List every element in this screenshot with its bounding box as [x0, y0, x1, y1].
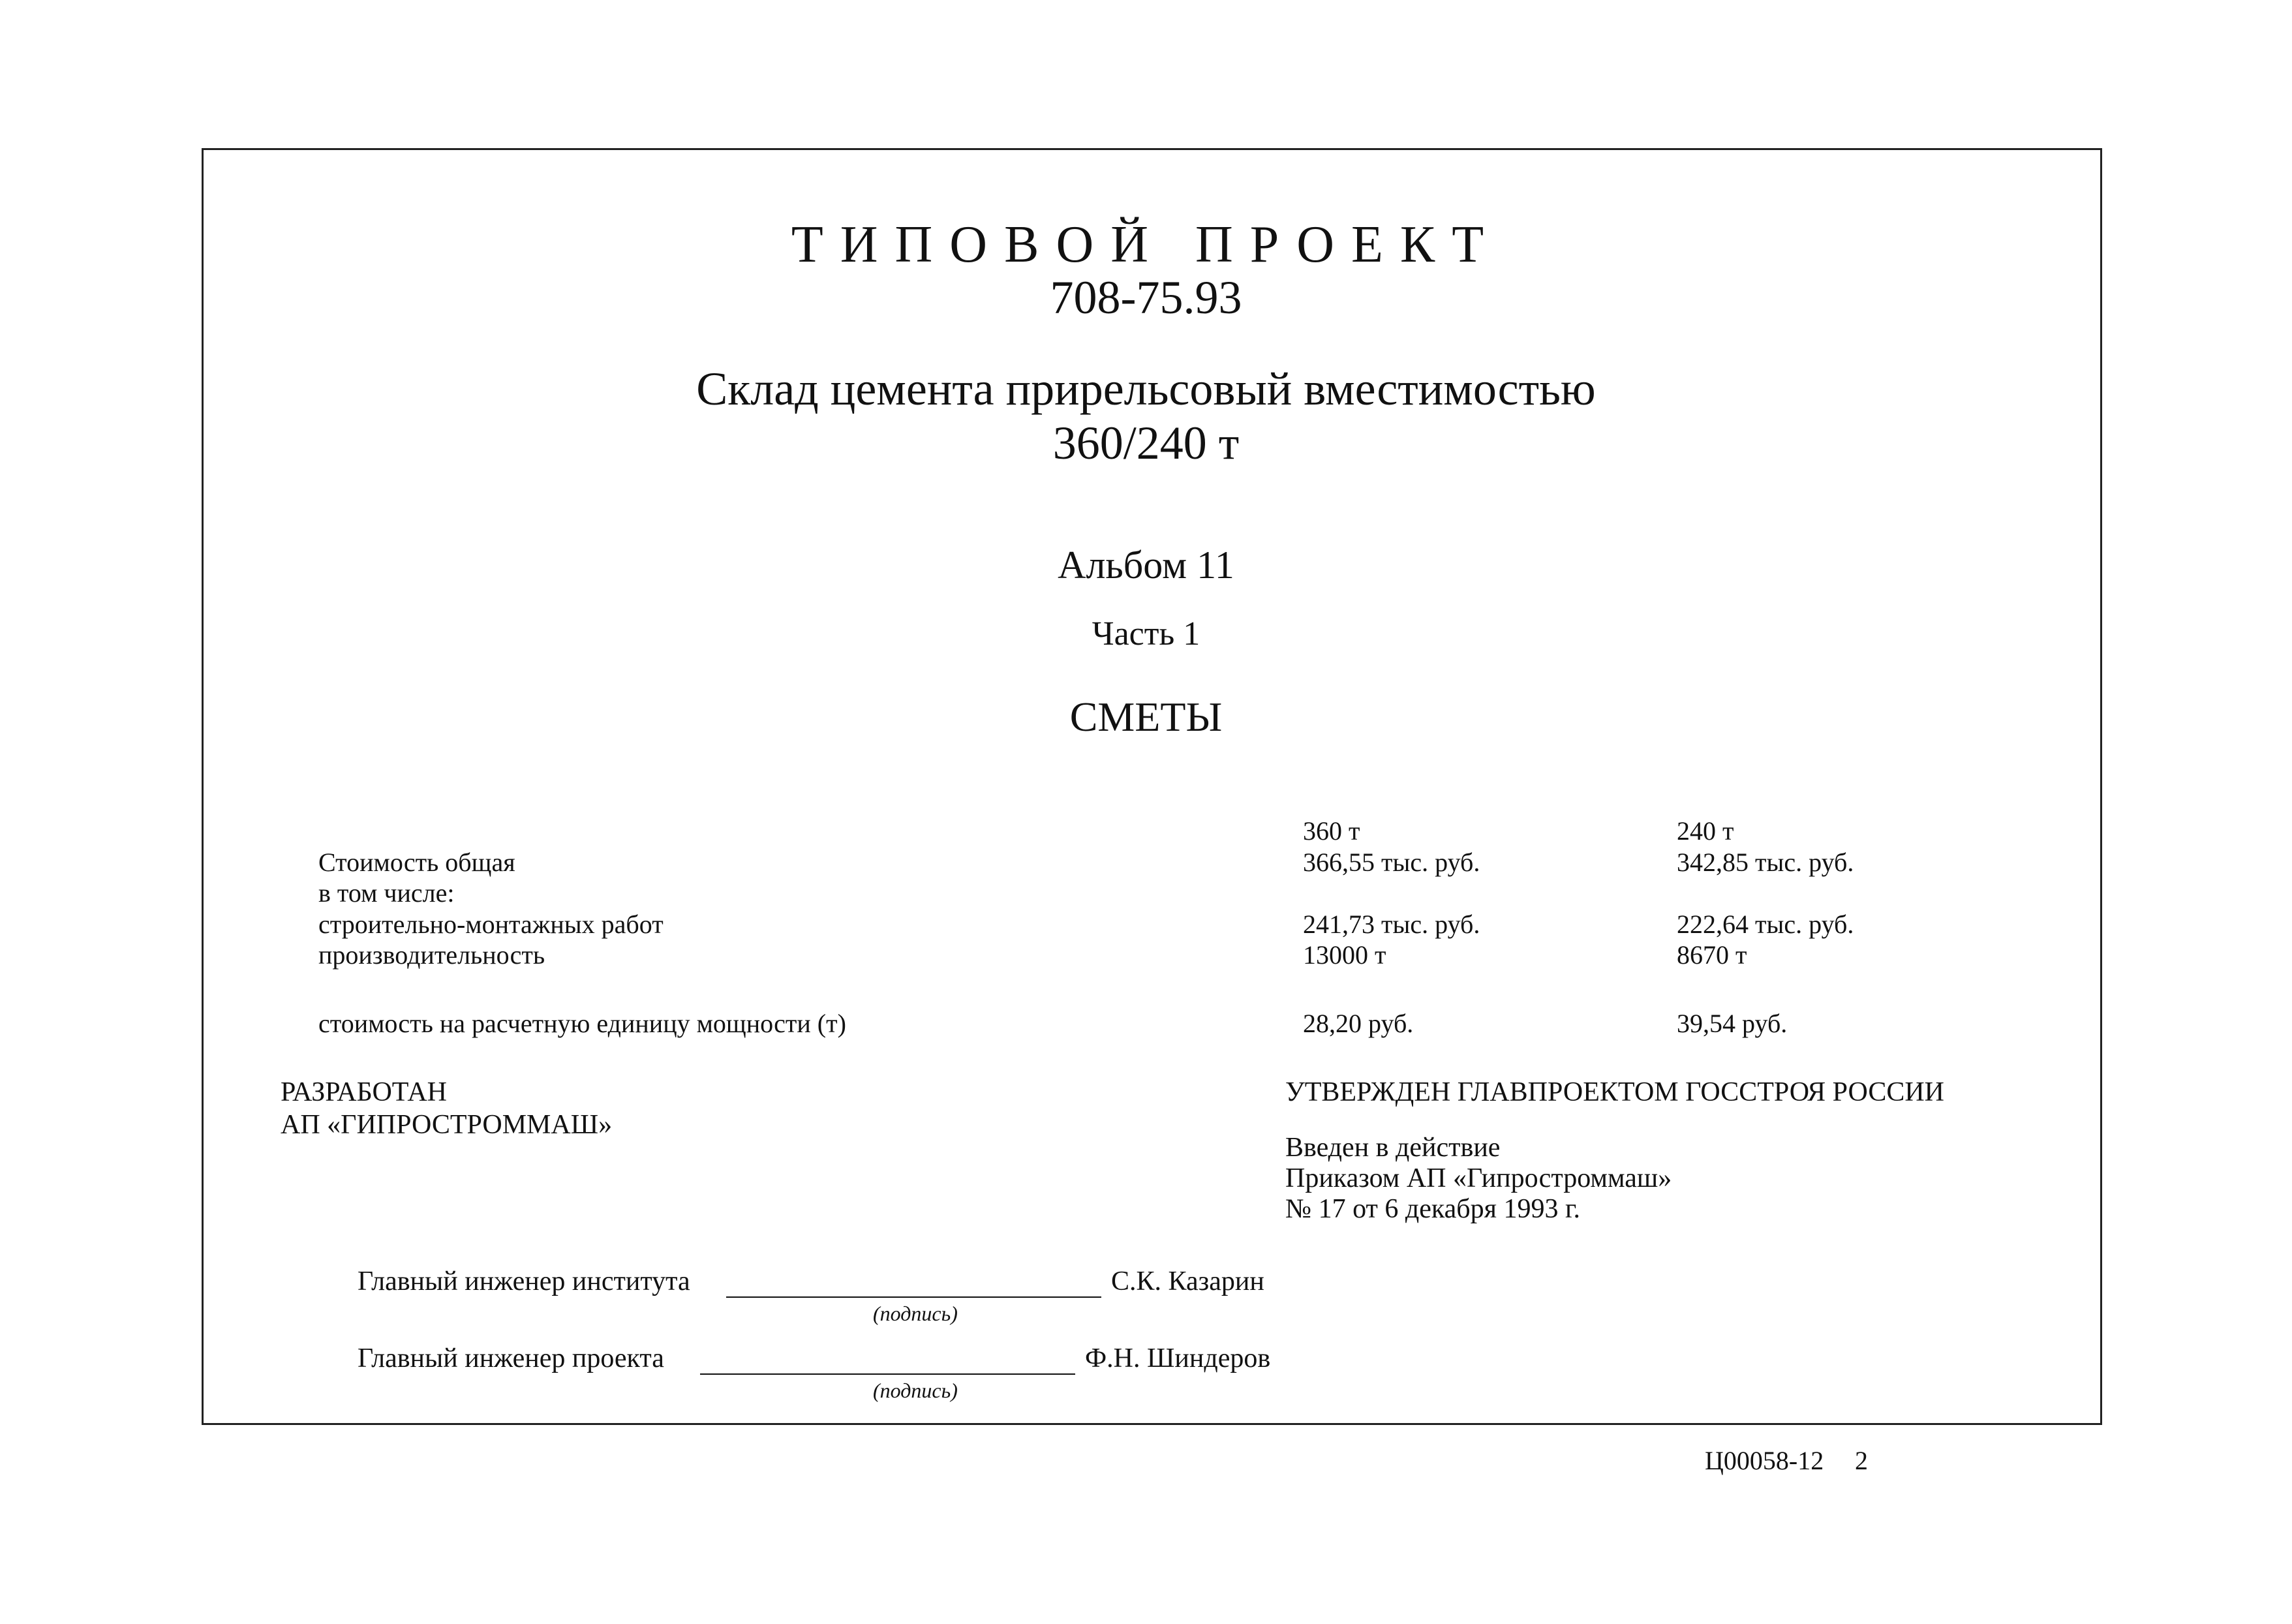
- approval-order-number: № 17 от 6 декабря 1993 г.: [1285, 1194, 1580, 1224]
- cost-label-capacity: производительность: [318, 940, 545, 970]
- signature-caption-project: (подпись): [873, 1379, 958, 1402]
- page-number: 2: [1855, 1446, 1868, 1475]
- document-code: Ц00058-12: [1705, 1446, 1824, 1475]
- album-label: Альбом 11: [1058, 544, 1234, 587]
- developer-label: РАЗРАБОТАН: [281, 1077, 448, 1107]
- cost-value-unit-360: 28,20 руб.: [1303, 1009, 1414, 1038]
- page-frame: [202, 148, 2102, 1425]
- project-series-title: ТИПОВОЙ ПРОЕКТ: [791, 216, 1501, 273]
- approval-title: УТВЕРЖДЕН ГЛАВПРОЕКТОМ ГОССТРОЯ РОССИИ: [1285, 1077, 1945, 1107]
- signature-line-institute: [726, 1296, 1101, 1298]
- signature-role-project: Главный инженер проекта: [358, 1343, 664, 1373]
- cost-value-construction-240: 222,64 тыс. руб.: [1677, 910, 1854, 939]
- approval-order: Приказом АП «Гипростроммаш»: [1285, 1163, 1672, 1193]
- cost-header-240: 240 т: [1677, 816, 1734, 846]
- cost-label-construction: строительно-монтажных работ: [318, 910, 664, 939]
- part-label: Часть 1: [1092, 615, 1200, 652]
- signature-name-project: Ф.Н. Шиндеров: [1085, 1343, 1271, 1373]
- cost-value-total-240: 342,85 тыс. руб.: [1677, 848, 1854, 877]
- cost-label-including: в том числе:: [318, 878, 455, 908]
- section-title: СМЕТЫ: [1069, 694, 1223, 740]
- cost-label-unit: стоимость на расчетную единицу мощности (т): [318, 1009, 846, 1038]
- developer-org: АП «ГИПРОСТРОММАШ»: [281, 1110, 613, 1140]
- approval-enacted: Введен в действие: [1285, 1133, 1501, 1163]
- cost-value-unit-240: 39,54 руб.: [1677, 1009, 1788, 1038]
- cost-value-construction-360: 241,73 тыс. руб.: [1303, 910, 1480, 939]
- signature-role-institute: Главный инженер института: [358, 1266, 690, 1296]
- cost-value-capacity-360: 13000 т: [1303, 940, 1386, 970]
- signature-name-institute: С.К. Казарин: [1111, 1266, 1264, 1296]
- cost-value-total-360: 366,55 тыс. руб.: [1303, 848, 1480, 877]
- project-name-line-2: 360/240 т: [1052, 417, 1240, 469]
- signature-line-project: [700, 1373, 1075, 1375]
- project-name-line-1: Склад цемента прирельсовый вместимостью: [696, 363, 1596, 415]
- signature-caption-institute: (подпись): [873, 1302, 958, 1325]
- cost-value-capacity-240: 8670 т: [1677, 940, 1747, 970]
- project-number: 708-75.93: [1050, 271, 1242, 324]
- cost-label-total: Стоимость общая: [318, 848, 515, 877]
- cost-header-360: 360 т: [1303, 816, 1360, 846]
